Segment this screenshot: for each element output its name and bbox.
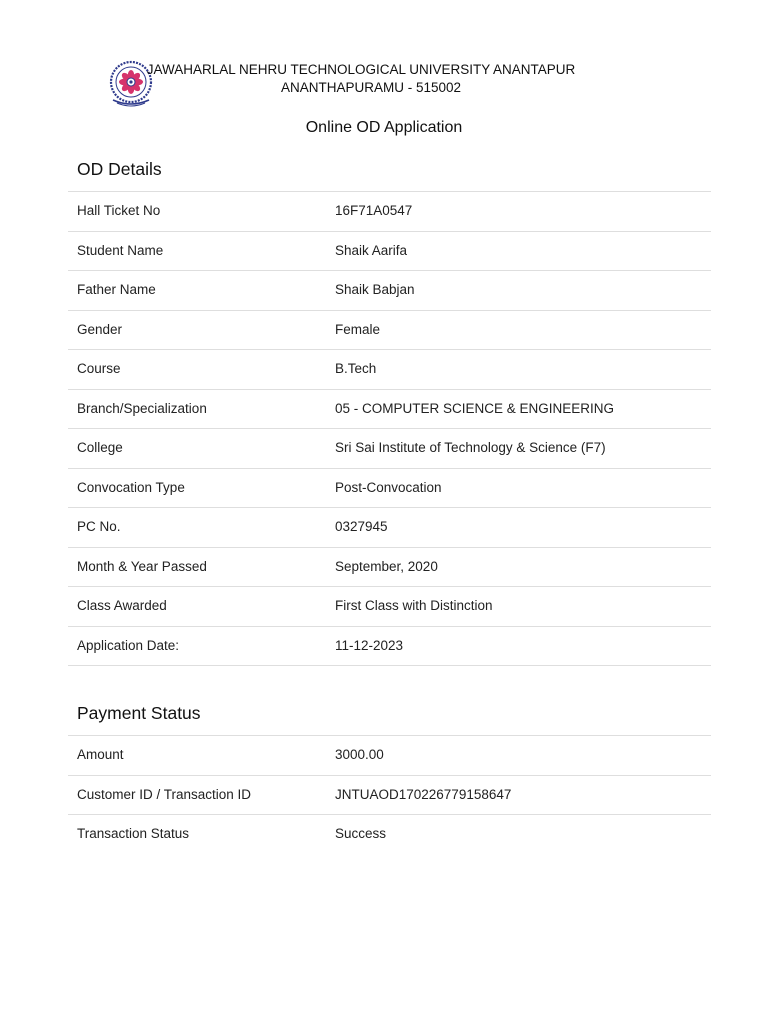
row-value: 05 - COMPUTER SCIENCE & ENGINEERING [335, 400, 615, 416]
table-row [68, 469, 711, 509]
payment-status-title: Payment Status [77, 703, 201, 723]
university-address: ANANTHAPURAMU - 515002 [280, 80, 462, 95]
row-label: Gender [77, 321, 123, 337]
table-row [68, 390, 711, 430]
row-label: Convocation Type [77, 479, 185, 495]
table-row [68, 548, 711, 588]
payment-status-table [68, 735, 711, 854]
od-details-title: OD Details [77, 159, 162, 179]
row-label: PC No. [77, 519, 121, 534]
table-row [68, 627, 711, 667]
row-value: B.Tech [335, 361, 377, 376]
row-label: Father Name [77, 282, 156, 297]
row-value: 16F71A0547 [335, 203, 413, 218]
table-row [68, 776, 711, 816]
od-details-table [68, 191, 711, 666]
header [0, 0, 768, 110]
row-label: Course [77, 361, 121, 376]
row-value: Post-Convocation [335, 479, 442, 495]
row-label: Month & Year Passed [77, 558, 207, 574]
row-label: Application Date: [77, 637, 180, 653]
row-value: Shaik Aarifa [335, 242, 408, 258]
row-value: September, 2020 [335, 558, 438, 574]
row-label: Customer ID / Transaction ID [77, 786, 252, 802]
table-row [68, 311, 711, 351]
row-label: College [77, 440, 123, 455]
row-label: Branch/Specialization [77, 400, 207, 416]
table-row [68, 350, 711, 390]
university-name: JAWAHARLAL NEHRU TECHNOLOGICAL UNIVERSITY ANANTAPUR [146, 62, 576, 77]
table-row [68, 232, 711, 272]
row-value: Success [335, 826, 387, 841]
row-label: Class Awarded [77, 598, 167, 613]
table-row [68, 429, 711, 469]
row-label: Transaction Status [77, 826, 190, 841]
row-value: 3000.00 [335, 747, 384, 762]
row-label: Student Name [77, 242, 164, 258]
row-value: 0327945 [335, 519, 388, 534]
row-value: Shaik Babjan [335, 282, 415, 297]
row-value: JNTUAOD170226779158647 [335, 786, 512, 802]
table-row [68, 192, 711, 232]
page-title: Online OD Application [305, 119, 463, 136]
table-row [68, 587, 711, 627]
row-label: Amount [77, 747, 124, 762]
table-row [68, 271, 711, 311]
row-value: Sri Sai Institute of Technology & Science (F7) [335, 440, 606, 455]
table-row [68, 815, 711, 854]
row-label: Hall Ticket No [77, 203, 161, 218]
row-value: First Class with Distinction [335, 598, 493, 613]
table-row [68, 508, 711, 548]
row-value: 11-12-2023 [335, 637, 404, 653]
table-row [68, 736, 711, 776]
row-value: Female [335, 321, 381, 337]
